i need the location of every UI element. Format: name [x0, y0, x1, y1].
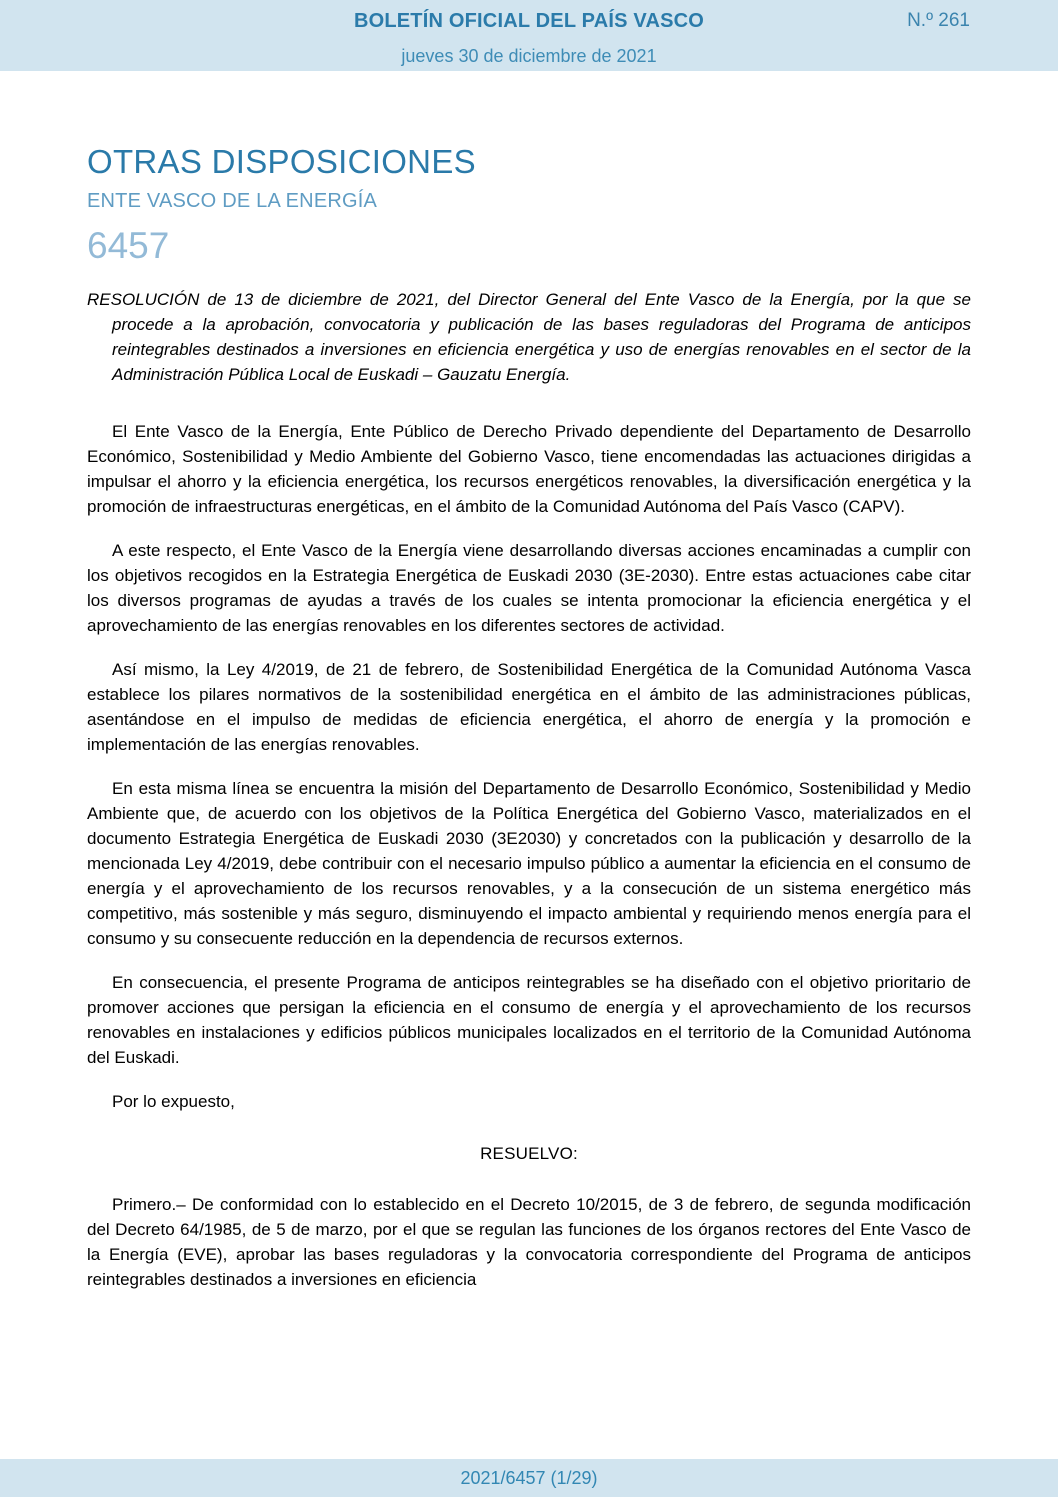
resolution-title: RESOLUCIÓN de 13 de diciembre de 2021, del Director General del Ente Vasco de la Energía, por la que se procede a la aprobación, convocatoria y publicación de las bases reguladoras del Programa de anticipos reintegrables destinados a inversiones en eficiencia energética y uso de energías renovables en el sector de la Administración Pública Local de Euskadi – Gauzatu Energía. — [87, 290, 971, 384]
paragraph: El Ente Vasco de la Energía, Ente Público de Derecho Privado dependiente del Departamento de Desarrollo Económico, Sostenibilidad y Medio Ambiente del Gobierno Vasco, tiene encomendadas las actuaciones dirigidas a impulsar el ahorro y la eficiencia energética, los recursos energéticos renovables, la diversificación energética y la promoción de infraestructuras energéticas, en el ámbito de la Comunidad Autónoma del País Vasco (CAPV). — [87, 422, 971, 516]
disposition-number: 6457 — [87, 225, 170, 266]
issue-number: N.º 261 — [907, 10, 970, 31]
bulletin-title: BOLETÍN OFICIAL DEL PAÍS VASCO — [353, 10, 705, 32]
body-paragraphs — [87, 419, 971, 1070]
page-reference: 2021/6457 (1/29) — [460, 1468, 598, 1488]
paragraph: En consecuencia, el presente Programa de anticipos reintegrables se ha diseñado con el objetivo prioritario de promover acciones que persigan la eficiencia en el consumo de energía y el aprovechamiento de los recursos renovables en instalaciones y edificios públicos municipales localizados en el territorio de la Comunidad Autónoma del Euskadi. — [87, 973, 971, 1067]
closing-line: Por lo expuesto, — [112, 1092, 235, 1111]
paragraph: En esta misma línea se encuentra la misión del Departamento de Desarrollo Económico, Sostenibilidad y Medio Ambiente que, de acuerdo con los objetivos de la Política Energética del Gobierno Vasco, materializados en el documento Estrategia Energética de Euskadi 2030 (3E2030) y concretados con la publicación y desarrollo de la mencionada Ley 4/2019, debe contribuir con el necesario impulso público a aumentar la eficiencia en el consumo de energía y el aprovechamiento de los recursos renovables, y a la consecución de un sistema energético más competitivo, más sostenible y más seguro, disminuyendo el impacto ambiental y requiriendo menos energía para el consumo y su consecuente reducción en la dependencia de recursos externos. — [87, 779, 971, 948]
resolutive-paragraphs — [87, 1192, 971, 1292]
page-header — [0, 0, 1058, 71]
paragraph: Así mismo, la Ley 4/2019, de 21 de febrero, de Sostenibilidad Energética de la Comunidad Autónoma Vasca establece los pilares normativos de la sostenibilidad energética en el ámbito de las administraciones públicas, asentándose en el impulso de medidas de eficiencia energética, el ahorro de energía y la promoción e implementación de las energías renovables. — [87, 660, 971, 754]
page-footer — [0, 1459, 1058, 1497]
section-title: OTRAS DISPOSICIONES — [87, 143, 476, 180]
organization-title: ENTE VASCO DE LA ENERGÍA — [87, 190, 378, 212]
paragraph: A este respecto, el Ente Vasco de la Energía viene desarrollando diversas acciones encaminadas a cumplir con los objetivos recogidos en la Estrategia Energética de Euskadi 2030 (3E-2030). Entre estas actuaciones cabe citar los diversos programas de ayudas a través de los cuales se intenta promocionar la eficiencia energética y el aprovechamiento de las energías renovables en los diferentes sectores de actividad. — [87, 541, 971, 635]
publication-date: jueves 30 de diciembre de 2021 — [401, 46, 657, 66]
paragraph: Primero.– De conformidad con lo establecido en el Decreto 10/2015, de 3 de febrero, de segunda modificación del Decreto 64/1985, de 5 de marzo, por el que se regulan las funciones de los órganos rectores del Ente Vasco de la Energía (EVE), aprobar las bases reguladoras y la convocatoria correspondiente del Programa de anticipos reintegrables destinados a inversiones en eficiencia — [87, 1195, 971, 1289]
document-body — [87, 71, 971, 1311]
resuelvo-heading: RESUELVO: — [480, 1144, 578, 1163]
